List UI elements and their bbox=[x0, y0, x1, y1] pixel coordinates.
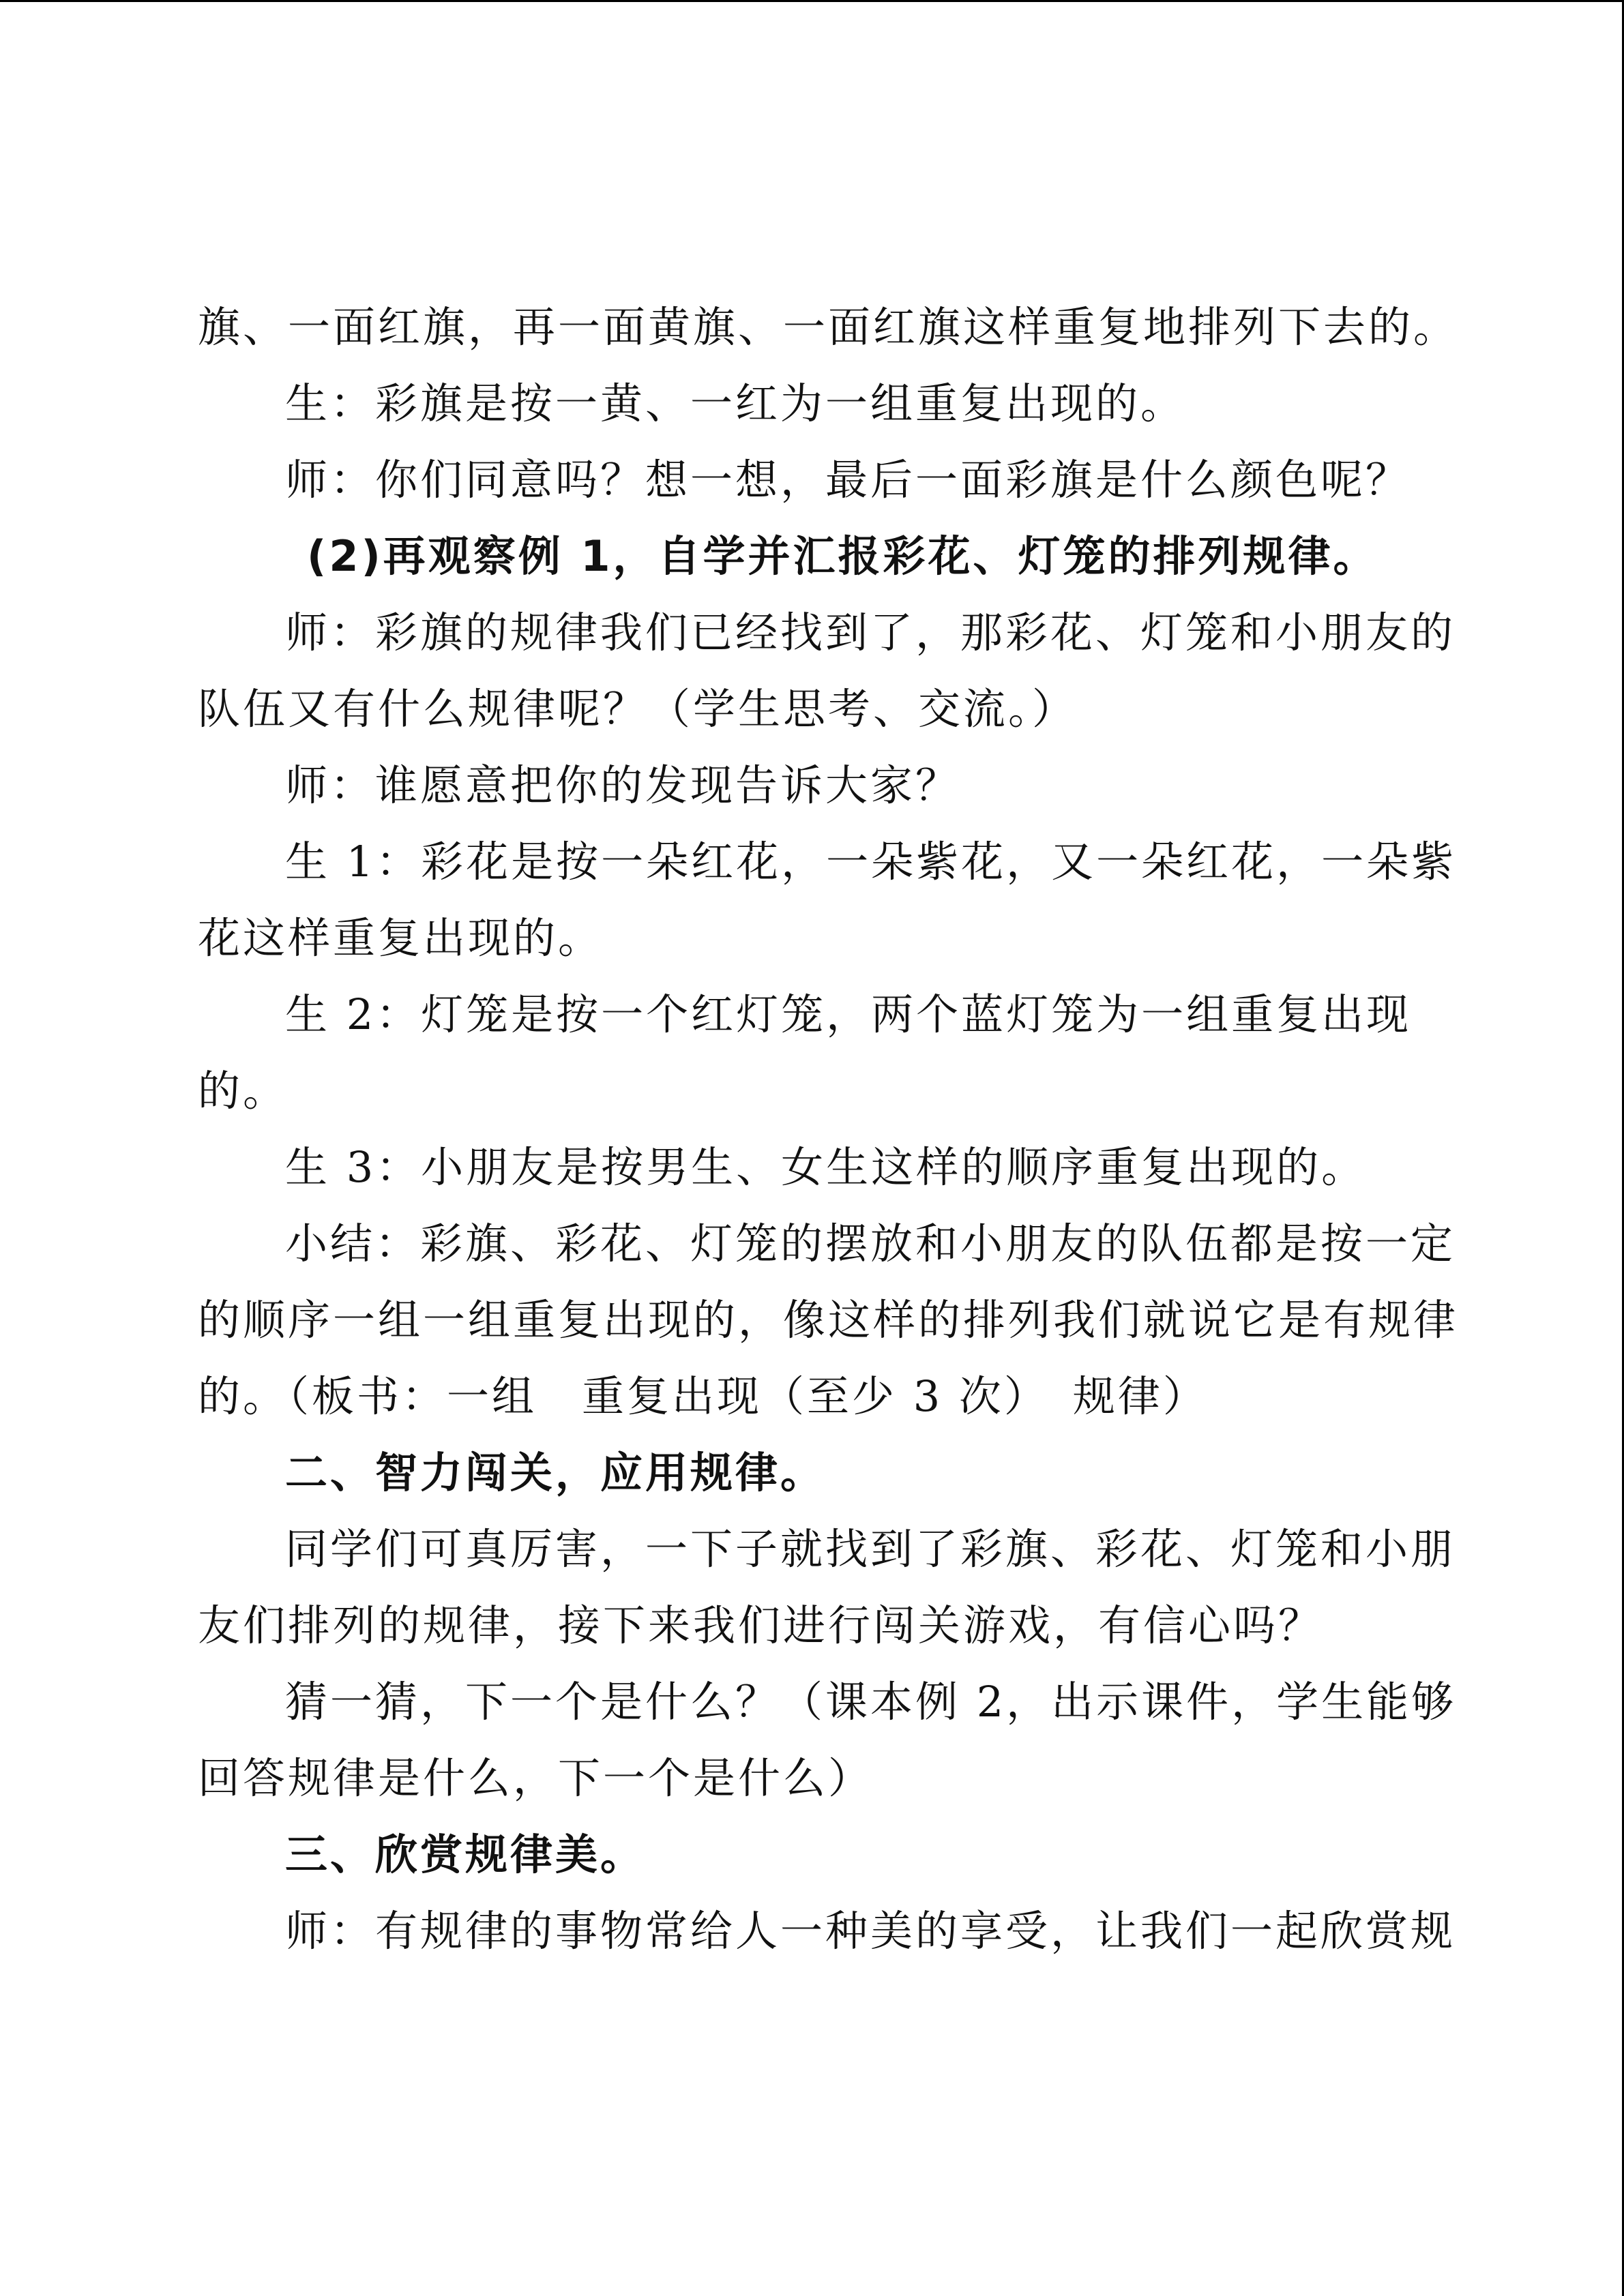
text-line: 回答规律是什么，下一个是什么） bbox=[198, 1753, 874, 1803]
text-line: 的。 bbox=[198, 1066, 289, 1116]
text-line: 师：有规律的事物常给人一种美的享受，让我们一起欣赏规 bbox=[285, 1906, 1456, 1956]
section-heading: 二、智力闯关，应用规律。 bbox=[285, 1448, 826, 1497]
text-line: 生 1：彩花是按一朵红花，一朵紫花，又一朵红花，一朵紫 bbox=[285, 837, 1457, 886]
text-line: 的。（板书：一组 重复出现（至少 3 次） 规律） bbox=[198, 1371, 1208, 1421]
text-line: 花这样重复出现的。 bbox=[198, 913, 604, 963]
text-line: 的顺序一组一组重复出现的，像这样的排列我们就说它是有规律 bbox=[198, 1295, 1459, 1345]
text-line: 友们排列的规律，接下来我们进行闯关游戏，有信心吗？ bbox=[198, 1600, 1324, 1650]
text-line: 同学们可真厉害，一下子就找到了彩旗、彩花、灯笼和小朋 bbox=[285, 1524, 1456, 1574]
text-line: 旗、一面红旗，再一面黄旗、一面红旗这样重复地排列下去的。 bbox=[198, 302, 1459, 352]
text-line: 生 3：小朋友是按男生、女生这样的顺序重复出现的。 bbox=[285, 1142, 1367, 1192]
text-line: 猜一猜，下一个是什么？（课本例 2，出示课件，学生能够 bbox=[285, 1677, 1457, 1727]
text-line: 师：谁愿意把你的发现告诉大家？ bbox=[285, 760, 961, 810]
text-line: 师：彩旗的规律我们已经找到了，那彩花、灯笼和小朋友的 bbox=[285, 608, 1456, 657]
text-line: 生：彩旗是按一黄、一红为一组重复出现的。 bbox=[285, 378, 1186, 428]
section-heading: (2)再观察例 1，自学并汇报彩花、灯笼的排列规律。 bbox=[307, 531, 1378, 581]
text-line: 队伍又有什么规律呢？（学生思考、交流。） bbox=[198, 684, 1078, 734]
section-heading: 三、欣赏规律美。 bbox=[285, 1830, 646, 1879]
text-line: 师：你们同意吗？想一想，最后一面彩旗是什么颜色呢？ bbox=[285, 455, 1411, 505]
text-line: 小结：彩旗、彩花、灯笼的摆放和小朋友的队伍都是按一定 bbox=[285, 1219, 1456, 1268]
text-line: 生 2：灯笼是按一个红灯笼，两个蓝灯笼为一组重复出现 bbox=[285, 989, 1412, 1039]
